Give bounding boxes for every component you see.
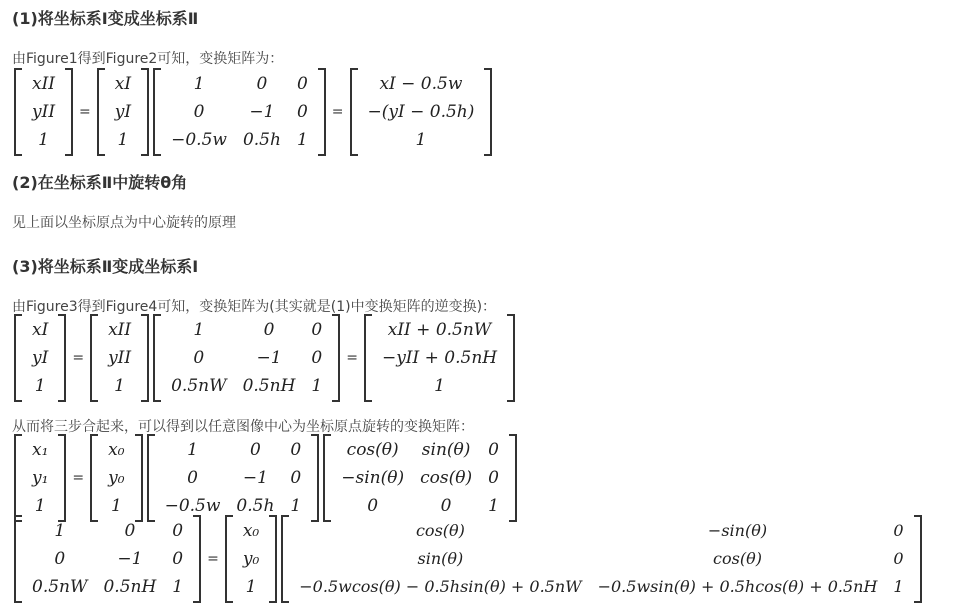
cell: −1 <box>117 549 143 569</box>
equation-4 <box>12 515 924 603</box>
cell: 0 <box>256 74 268 94</box>
cell: y₁ <box>32 468 49 488</box>
matrix-result-1 <box>350 68 493 156</box>
cell: 0 <box>893 549 904 568</box>
cell: sin(θ) <box>421 440 471 460</box>
matrix-transform-2 <box>153 314 340 402</box>
cell: 1 <box>193 320 205 340</box>
cell: yII <box>108 348 132 368</box>
equation-2 <box>12 314 517 402</box>
cell: 1 <box>38 130 49 150</box>
cell: 0 <box>193 348 205 368</box>
cell: xII + 0.5nW <box>387 320 492 340</box>
text-4: 从而将三步合起来，可以得到以任意图像中心为坐标原点旋转的变换矩阵： <box>12 419 474 435</box>
cell: cos(θ) <box>420 468 473 488</box>
cell: cos(θ) <box>713 549 762 568</box>
cell: −0.5w <box>171 130 227 150</box>
cell: 1 <box>434 376 445 396</box>
cell: −0.5wsin(θ) + 0.5hcos(θ) + 0.5nH <box>597 577 878 596</box>
cell: 0.5nH <box>242 376 296 396</box>
cell: yII <box>32 102 56 122</box>
matrix-in <box>90 434 142 522</box>
cell: −1 <box>249 102 275 122</box>
cell: yI <box>114 102 132 122</box>
cell: 1 <box>54 521 66 541</box>
cell: −0.5w <box>164 496 221 516</box>
equals-sign: = <box>207 551 219 567</box>
equals-sign: = <box>331 104 344 120</box>
text-3: 由Figure3得到Figure4可知，变换矩阵为(其实就是(1)中变换矩阵的逆变换)： <box>12 299 497 315</box>
heading-3: (3)将坐标系Ⅱ变成坐标系Ⅰ <box>12 257 199 276</box>
cell: −1 <box>256 348 282 368</box>
cell: 0 <box>296 102 308 122</box>
cell: 0 <box>54 549 66 569</box>
cell: 0.5nH <box>103 577 157 597</box>
cell: sin(θ) <box>417 549 464 568</box>
cell: 1 <box>415 130 427 150</box>
cell: xII <box>32 74 56 94</box>
cell: 1 <box>172 577 184 597</box>
cell: xII <box>108 320 132 340</box>
equation-3 <box>12 434 519 522</box>
heading-1: (1)将坐标系Ⅰ变成坐标系Ⅱ <box>12 9 199 28</box>
cell: 0.5nW <box>32 577 88 597</box>
cell: 0 <box>124 521 136 541</box>
cell: 0 <box>193 102 205 122</box>
cell: 0 <box>311 348 323 368</box>
cell: −yII + 0.5nH <box>381 348 498 368</box>
matrix-out <box>14 434 66 522</box>
matrix-combined <box>281 515 921 603</box>
equals-sign: = <box>72 470 85 486</box>
cell: x₁ <box>32 440 49 460</box>
cell: 0 <box>311 320 323 340</box>
text-1: 由Figure1得到Figure2可知，变换矩阵为： <box>12 51 284 67</box>
cell: 0 <box>296 74 308 94</box>
cell: −sin(θ) <box>707 521 768 540</box>
matrix-back <box>14 515 201 603</box>
matrix-translate <box>147 434 320 522</box>
cell: x₀ <box>108 440 125 460</box>
cell: 0 <box>440 496 452 516</box>
cell: y₀ <box>108 468 125 488</box>
equation-1 <box>12 68 494 156</box>
cell: 1 <box>117 130 129 150</box>
cell: 1 <box>290 496 302 516</box>
cell: 1 <box>311 376 323 396</box>
cell: xI − 0.5w <box>379 74 463 94</box>
cell: 0 <box>187 468 198 488</box>
cell: 0 <box>290 440 302 460</box>
cell: 1 <box>193 74 205 94</box>
equals-sign: = <box>346 350 358 366</box>
cell: 0 <box>263 320 275 340</box>
cell: cos(θ) <box>415 521 465 540</box>
cell: 1 <box>110 496 122 516</box>
cell: −sin(θ) <box>341 468 405 488</box>
cell: 0 <box>172 521 184 541</box>
matrix-transform-1 <box>153 68 326 156</box>
matrix-x2b <box>90 314 149 402</box>
cell: −0.5wcos(θ) − 0.5hsin(θ) + 0.5nW <box>299 577 582 596</box>
matrix-result-2 <box>364 314 515 402</box>
equals-sign: = <box>72 350 85 366</box>
cell: 1 <box>488 496 499 516</box>
cell: 1 <box>245 577 257 597</box>
cell: cos(θ) <box>346 440 399 460</box>
text-2: 见上面以坐标原点为中心旋转的原理 <box>12 215 236 231</box>
cell: −1 <box>242 468 268 488</box>
cell: y₀ <box>242 549 260 569</box>
cell: 0 <box>367 496 379 516</box>
heading-2: (2)在坐标系Ⅱ中旋转θ角 <box>12 173 188 192</box>
cell: x₀ <box>242 521 260 541</box>
cell: xI <box>32 320 49 340</box>
cell: 1 <box>34 496 46 516</box>
cell: 1 <box>296 130 308 150</box>
cell: −(yI − 0.5h) <box>367 102 475 122</box>
cell: 0 <box>250 440 261 460</box>
matrix-x2 <box>14 68 73 156</box>
cell: 0 <box>488 440 499 460</box>
matrix-rotate <box>323 434 517 522</box>
cell: 1 <box>34 376 46 396</box>
matrix-in-2 <box>225 515 277 603</box>
cell: 0 <box>290 468 302 488</box>
cell: 1 <box>114 376 125 396</box>
matrix-x1b <box>14 314 66 402</box>
cell: 0.5h <box>236 496 275 516</box>
equals-sign: = <box>79 104 91 120</box>
cell: 0 <box>893 521 904 540</box>
matrix-x1 <box>97 68 149 156</box>
cell: 1 <box>187 440 198 460</box>
cell: 0 <box>172 549 184 569</box>
cell: 1 <box>893 577 904 596</box>
cell: 0.5h <box>242 130 281 150</box>
cell: 0 <box>488 468 499 488</box>
cell: yI <box>32 348 49 368</box>
cell: xI <box>114 74 132 94</box>
cell: 0.5nW <box>171 376 227 396</box>
